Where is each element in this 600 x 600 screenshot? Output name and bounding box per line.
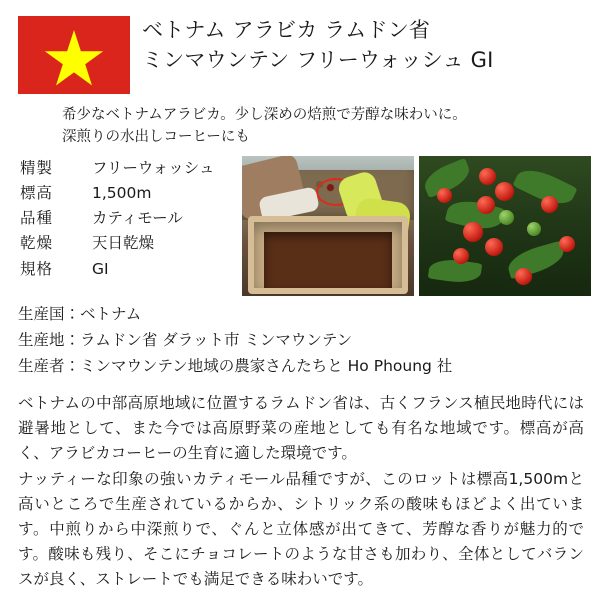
- spec-value: 1,500m: [92, 184, 152, 203]
- lead-line-1: 希少なベトナムアラビカ。少し深めの焙煎で芳醇な味わいに。: [62, 107, 467, 123]
- coffee-cherry: [495, 182, 514, 201]
- coffee-cherry-unripe: [499, 210, 514, 225]
- coffee-cherry: [437, 188, 452, 203]
- coffee-cherry: [515, 268, 532, 285]
- spec-value: カティモール: [92, 209, 183, 228]
- spec-value: GI: [92, 259, 109, 278]
- product-title-line-2: ミンマウンテン フリーウォッシュ GI: [142, 47, 494, 72]
- coffee-cherry: [477, 196, 495, 214]
- spec-table: [10, 156, 242, 282]
- coffee-cherry: [485, 238, 503, 256]
- photo-drying-bed: [242, 156, 414, 296]
- body-copy: [18, 391, 584, 592]
- spec-key: 標高: [20, 184, 54, 203]
- body-paragraph-1: ベトナムの中部高原地域に位置するラムドン省は、古くフランス植民地時代には避暑地として、また今では高原野菜の産地としても有名な地域です。標高が高く、アラビカコーヒーの生育に適した環境です。: [18, 394, 584, 463]
- coffee-cherry: [559, 236, 575, 252]
- coffee-cherry: [479, 168, 496, 185]
- coffee-cherry-unripe: [527, 222, 541, 236]
- lead-line-2: 深煎りの水出しコーヒーにも: [62, 129, 250, 146]
- origin-producer: 生産者：ミンマウンテン地域の農家さんたちと Ho Phoung 社: [18, 356, 453, 375]
- title-block: [142, 14, 590, 76]
- header: [10, 14, 590, 94]
- product-title-line-1: ベトナム アラビカ ラムドン省: [142, 18, 431, 42]
- tray-contents: [264, 232, 392, 288]
- coffee-cherry: [453, 248, 469, 264]
- spec-key: 品種: [20, 209, 54, 228]
- photo-strip: [242, 156, 595, 296]
- specs-and-photos: [10, 156, 590, 296]
- wooden-tray: [248, 216, 408, 294]
- photo-coffee-cherries: [419, 156, 591, 296]
- spec-key: 精製: [20, 159, 54, 178]
- spec-value: フリーウォッシュ: [92, 159, 215, 178]
- body-paragraph-2: ナッティーな印象の強いカティモール品種ですが、このロットは標高1,500mと高いところで生産されているからか、シトリック系の酸味もほどよく出ています。中煎りから中深煎りで、ぐんと立体感が出てきて、芳醇な香りが魅力的です。酸味も残り、そこにチョコレートのような甘さも加わり、全体としてバランスが良く、ストレートでも満足できる味わいです。: [18, 469, 584, 588]
- origin-region: 生産地：ラムドン省 ダラット市 ミンマウンテン: [18, 330, 353, 349]
- origin-info: [18, 302, 590, 379]
- coffee-cherry: [541, 196, 558, 213]
- spec-value: 天日乾燥: [92, 234, 155, 253]
- spec-row: [20, 257, 242, 282]
- spec-row: [20, 156, 242, 181]
- spec-row: [20, 206, 242, 231]
- spec-row: [20, 181, 242, 206]
- origin-country: 生産国：ベトナム: [18, 305, 142, 324]
- flag-star-icon: [18, 16, 130, 94]
- spec-key: 乾燥: [20, 234, 54, 253]
- coffee-cherry: [463, 222, 483, 242]
- spec-key: 規格: [20, 259, 54, 278]
- spec-row: [20, 231, 242, 256]
- lead-copy: [62, 104, 590, 148]
- vietnam-flag: [18, 16, 130, 94]
- leaf: [505, 241, 567, 280]
